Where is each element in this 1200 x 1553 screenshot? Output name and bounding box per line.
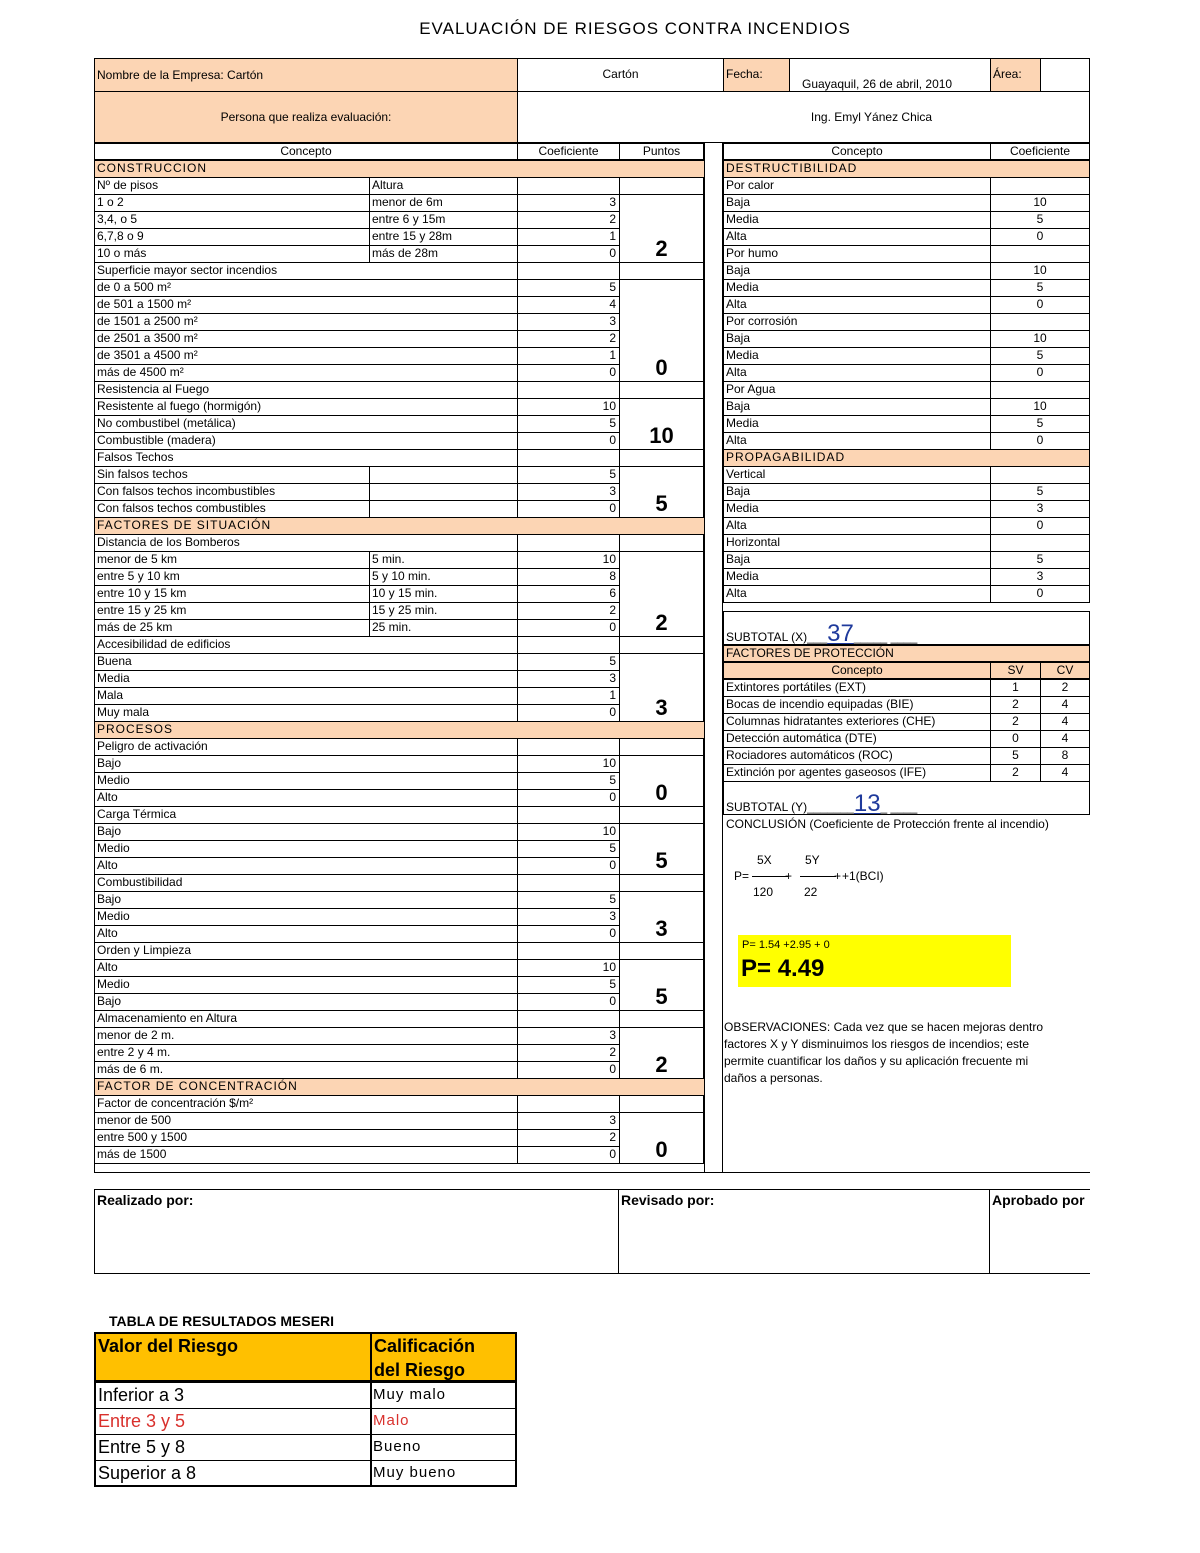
row-label: Sin falsos techos (94, 466, 370, 484)
proteccion-concepto: Bocas de incendio equipadas (BIE) (723, 696, 991, 714)
proteccion-concepto: Columnas hidratantes exteriores (CHE) (723, 713, 991, 731)
subtotal-x: SUBTOTAL (X)___37_____ ____ (723, 611, 1090, 645)
row-coef (517, 1010, 620, 1028)
row-coef: 0 (517, 925, 620, 943)
subtotal-y-label: SUBTOTAL (Y) (726, 800, 808, 814)
row-coef: 3 (517, 1027, 620, 1045)
row-label: Bajo (94, 891, 518, 909)
row-detail (369, 483, 518, 501)
row-coef: 5 (517, 466, 620, 484)
row-label: Mala (94, 687, 518, 705)
puntos-empty (619, 177, 704, 195)
row-label: Alta (723, 296, 991, 314)
section-header: FACTORES DE SITUACIÓN (94, 517, 705, 535)
row-coef (517, 534, 620, 552)
row-coef (517, 1095, 620, 1113)
row-coef: 3 (990, 500, 1090, 518)
proteccion-cv: 4 (1040, 764, 1090, 782)
result-small: P= 1.54 +2.95 + 0 (742, 939, 830, 951)
row-detail: 10 y 15 min. (369, 585, 518, 603)
proteccion-concepto: Detección automática (DTE) (723, 730, 991, 748)
row-detail: más de 28m (369, 245, 518, 263)
row-label: Muy mala (94, 704, 518, 722)
row-coef: 0 (517, 500, 620, 518)
row-coef: 3 (517, 483, 620, 501)
row-coef: 0 (990, 517, 1090, 535)
row-label: Resistente al fuego (hormigón) (94, 398, 518, 416)
row-detail: 5 min. (369, 551, 518, 569)
formula-d1: 120 (753, 885, 774, 899)
subsection-label: Resistencia al Fuego (94, 381, 518, 399)
proteccion-cv: 4 (1040, 696, 1090, 714)
row-coef: 10 (990, 194, 1090, 212)
row-label: Bajo (94, 755, 518, 773)
row-label: Medio (94, 908, 518, 926)
row-label: de 2501 a 3500 m² (94, 330, 518, 348)
meseri-head-a: Valor del Riesgo (94, 1332, 372, 1382)
row-label: Media (94, 670, 518, 688)
row-coef: 0 (517, 704, 620, 722)
row-label: de 501 a 1500 m² (94, 296, 518, 314)
subtotal-y: SUBTOTAL (Y)_______13_ ____ (723, 781, 1090, 815)
meseri-calificacion: Malo (370, 1408, 517, 1435)
row-label: Buena (94, 653, 518, 671)
row-coef: 5 (517, 415, 620, 433)
puntos-empty (619, 738, 704, 756)
persona-value: Ing. Emyl Yánez Chica (517, 91, 1090, 143)
row-coef: 0 (990, 432, 1090, 450)
puntos-empty (619, 534, 704, 552)
left-col-concepto: Concepto (94, 143, 518, 160)
row-label: Alta (723, 228, 991, 246)
row-label: 6,7,8 o 9 (94, 228, 370, 246)
page-title: EVALUACIÓN DE RIESGOS CONTRA INCENDIOS (419, 19, 851, 38)
row-label: Combustible (madera) (94, 432, 518, 450)
puntos-value: 5 (619, 823, 704, 875)
realizado-label: Realizado por: (97, 1193, 194, 1208)
proteccion-cv: 2 (1040, 679, 1090, 697)
subsection-label: Superficie mayor sector incendios (94, 262, 518, 280)
row-detail: entre 15 y 28m (369, 228, 518, 246)
row-label: entre 2 y 4 m. (94, 1044, 518, 1062)
row-label: Con falsos techos incombustibles (94, 483, 370, 501)
row-label: Bajo (94, 823, 518, 841)
empresa-label: Nombre de la Empresa: Cartón (94, 58, 518, 92)
puntos-value: 2 (619, 194, 704, 263)
meseri-valor: Superior a 8 (94, 1460, 372, 1487)
row-coef: 0 (517, 245, 620, 263)
row-label: Medio (94, 840, 518, 858)
prot-head-concepto: Concepto (723, 662, 991, 679)
row-coef: 1 (517, 347, 620, 365)
meseri-valor: Entre 5 y 8 (94, 1434, 372, 1461)
row-coef (517, 177, 620, 195)
row-coef (517, 381, 620, 399)
result-box (738, 935, 1011, 987)
row-coef: 5 (517, 279, 620, 297)
row-label: entre 500 y 1500 (94, 1129, 518, 1147)
puntos-empty (619, 1095, 704, 1113)
puntos-value: 5 (619, 959, 704, 1011)
proteccion-sv: 1 (990, 679, 1041, 697)
row-detail: 15 y 25 min. (369, 602, 518, 620)
row-label: de 3501 a 4500 m² (94, 347, 518, 365)
row-label: más de 1500 (94, 1146, 518, 1164)
proteccion-concepto: Rociadores automáticos (ROC) (723, 747, 991, 765)
right-col-concepto: Concepto (723, 143, 991, 160)
puntos-value: 5 (619, 466, 704, 518)
row-label: Baja (723, 398, 991, 416)
row-label: Medio (94, 772, 518, 790)
row-label: menor de 5 km (94, 551, 370, 569)
row-coef: 3 (517, 908, 620, 926)
row-coef (517, 449, 620, 467)
puntos-value: 0 (619, 1112, 704, 1164)
row-detail: Altura (369, 177, 518, 195)
row-coef (517, 874, 620, 892)
subsection-label: Por calor (723, 177, 991, 195)
row-coef: 3 (517, 313, 620, 331)
row-label: Media (723, 500, 991, 518)
section-header: FACTOR DE CONCENTRACIÓN (94, 1078, 705, 1096)
row-label: entre 5 y 10 km (94, 568, 370, 586)
row-coef: 10 (517, 823, 620, 841)
subsection-label: Factor de concentración $/m² (94, 1095, 518, 1113)
row-label: Medio (94, 976, 518, 994)
row-label: Alta (723, 517, 991, 535)
row-coef: 3 (517, 194, 620, 212)
row-coef: 10 (517, 959, 620, 977)
row-coef: 10 (517, 551, 620, 569)
row-coef (517, 738, 620, 756)
subsection-label: Por corrosión (723, 313, 991, 331)
row-coef (990, 466, 1090, 484)
row-coef (990, 245, 1090, 263)
row-coef: 8 (517, 568, 620, 586)
row-coef: 1 (517, 687, 620, 705)
puntos-value: 2 (619, 551, 704, 637)
subsection-label: Horizontal (723, 534, 991, 552)
puntos-value: 3 (619, 653, 704, 722)
row-coef: 0 (517, 432, 620, 450)
section-header: CONSTRUCCION (94, 160, 705, 178)
puntos-value: 2 (619, 1027, 704, 1079)
puntos-value: 10 (619, 398, 704, 450)
row-label: más de 6 m. (94, 1061, 518, 1079)
row-coef: 0 (990, 296, 1090, 314)
row-coef (517, 806, 620, 824)
row-label: Baja (723, 262, 991, 280)
meseri-calificacion: Bueno (370, 1434, 517, 1461)
row-coef: 0 (990, 585, 1090, 603)
proteccion-title: FACTORES DE PROTECCIÓN (723, 645, 1090, 662)
formula-n2: 5Y (805, 853, 820, 867)
row-label: Media (723, 415, 991, 433)
row-coef: 5 (517, 891, 620, 909)
row-coef: 4 (517, 296, 620, 314)
row-coef: 0 (517, 619, 620, 637)
puntos-empty (619, 806, 704, 824)
formula-d2: 22 (804, 885, 818, 899)
puntos-empty (619, 449, 704, 467)
puntos-value: 3 (619, 891, 704, 943)
row-coef: 0 (517, 364, 620, 382)
empresa-value: Cartón (517, 58, 724, 92)
row-coef: 0 (990, 228, 1090, 246)
subtotal-x-value: 37 (827, 620, 854, 645)
meseri-title: TABLA DE RESULTADOS MESERI (109, 1313, 335, 1329)
row-coef: 3 (990, 568, 1090, 586)
row-label: No combustibel (metálica) (94, 415, 518, 433)
subsection-label: Orden y Limpieza (94, 942, 518, 960)
row-label: Alto (94, 857, 518, 875)
row-coef: 5 (517, 840, 620, 858)
row-coef: 5 (990, 211, 1090, 229)
puntos-empty (619, 636, 704, 654)
observaciones-line: permite cuantificar los daños y su aplicación frecuente mi (724, 1054, 1029, 1068)
conclusion-text: CONCLUSIÓN (Coeficiente de Protección frente al incendio) (726, 817, 1049, 831)
proteccion-concepto: Extintores portátiles (EXT) (723, 679, 991, 697)
row-coef: 2 (517, 330, 620, 348)
area-label: Área: (990, 58, 1041, 92)
row-coef: 6 (517, 585, 620, 603)
proteccion-sv: 5 (990, 747, 1041, 765)
area-value (1040, 58, 1090, 92)
row-coef: 10 (990, 398, 1090, 416)
row-coef: 10 (990, 262, 1090, 280)
meseri-valor: Inferior a 3 (94, 1382, 372, 1409)
subsection-label: Carga Térmica (94, 806, 518, 824)
row-detail (369, 466, 518, 484)
row-detail (369, 500, 518, 518)
proteccion-cv: 4 (1040, 713, 1090, 731)
row-coef: 10 (990, 330, 1090, 348)
row-coef: 0 (517, 1061, 620, 1079)
subsection-label: Por Agua (723, 381, 991, 399)
formula-p: P= (734, 869, 750, 883)
subsection-label: Vertical (723, 466, 991, 484)
meseri-calificacion: Muy malo (370, 1382, 517, 1409)
left-col-puntos: Puntos (619, 143, 704, 160)
row-coef: 10 (517, 755, 620, 773)
meseri-valor: Entre 3 y 5 (94, 1408, 372, 1435)
row-coef: 1 (517, 228, 620, 246)
row-label: Con falsos techos combustibles (94, 500, 370, 518)
row-coef (990, 313, 1090, 331)
row-detail: entre 6 y 15m (369, 211, 518, 229)
prot-head-cv: CV (1040, 662, 1090, 679)
row-coef: 5 (990, 551, 1090, 569)
puntos-value: 0 (619, 755, 704, 807)
puntos-empty (619, 874, 704, 892)
row-coef: 2 (517, 211, 620, 229)
row-label: de 0 a 500 m² (94, 279, 518, 297)
row-label: Media (723, 347, 991, 365)
row-coef: 3 (517, 670, 620, 688)
row-coef: 0 (517, 789, 620, 807)
row-label: Baja (723, 194, 991, 212)
observaciones-line: daños a personas. (724, 1071, 823, 1085)
subsection-label: Por humo (723, 245, 991, 263)
row-label: más de 4500 m² (94, 364, 518, 382)
result-big: P= 4.49 (741, 955, 825, 982)
row-label: Alto (94, 789, 518, 807)
row-coef (990, 381, 1090, 399)
puntos-empty (619, 262, 704, 280)
row-coef (517, 262, 620, 280)
row-coef: 5 (517, 772, 620, 790)
row-label: Alto (94, 925, 518, 943)
subtotal-x-label: SUBTOTAL (X) (726, 630, 808, 644)
proteccion-concepto: Extinción por agentes gaseosos (IFE) (723, 764, 991, 782)
row-coef: 5 (990, 279, 1090, 297)
subsection-label: Distancia de los Bomberos (94, 534, 518, 552)
row-coef (990, 177, 1090, 195)
row-label: más de 25 km (94, 619, 370, 637)
subsection-label: Falsos Techos (94, 449, 518, 467)
row-label: Alta (723, 585, 991, 603)
row-detail: 5 y 10 min. (369, 568, 518, 586)
puntos-empty (619, 1010, 704, 1028)
fecha-value: Guayaquil, 26 de abril, 2010 (789, 58, 991, 92)
row-coef: 5 (990, 415, 1090, 433)
row-label: menor de 2 m. (94, 1027, 518, 1045)
meseri-head-b (370, 1332, 517, 1382)
proteccion-cv: 8 (1040, 747, 1090, 765)
row-coef: 2 (517, 602, 620, 620)
subsection-label: Almacenamiento en Altura (94, 1010, 518, 1028)
row-label: Media (723, 211, 991, 229)
row-label: Media (723, 279, 991, 297)
row-label: Baja (723, 330, 991, 348)
row-label: 3,4, o 5 (94, 211, 370, 229)
formula-n1: 5X (757, 853, 772, 867)
row-coef: 0 (517, 857, 620, 875)
section-header: PROCESOS (94, 721, 705, 739)
row-detail: menor de 6m (369, 194, 518, 212)
puntos-value: 0 (619, 279, 704, 382)
proteccion-sv: 2 (990, 696, 1041, 714)
observaciones (724, 1019, 1090, 1087)
fecha-label: Fecha: (723, 58, 790, 92)
right-col-coef: Coeficiente (990, 143, 1090, 160)
row-detail: 25 min. (369, 619, 518, 637)
proteccion-sv: 2 (990, 713, 1041, 731)
row-coef: 0 (990, 364, 1090, 382)
row-coef (517, 942, 620, 960)
row-label: 10 o más (94, 245, 370, 263)
row-label: Alta (723, 364, 991, 382)
formula-tail: +1(BCI) (842, 869, 884, 883)
row-label: 1 o 2 (94, 194, 370, 212)
row-coef: 10 (517, 398, 620, 416)
row-coef: 2 (517, 1044, 620, 1062)
meseri-head-b2: del Riesgo (374, 1360, 466, 1380)
meseri-calificacion: Muy bueno (370, 1460, 517, 1487)
subtotal-y-value: 13 (853, 790, 881, 815)
proteccion-sv: 0 (990, 730, 1041, 748)
row-label: entre 10 y 15 km (94, 585, 370, 603)
observaciones-line: factores X y Y disminuimos los riesgos de incendios; este (724, 1037, 1030, 1051)
row-coef: 2 (517, 1129, 620, 1147)
row-label: Alto (94, 959, 518, 977)
row-coef: 5 (517, 976, 620, 994)
observaciones-line: OBSERVACIONES: Cada vez que se hacen mejoras dentro (724, 1020, 1044, 1034)
puntos-empty (619, 381, 704, 399)
row-label: Media (723, 568, 991, 586)
proteccion-cv: 4 (1040, 730, 1090, 748)
row-coef: 0 (517, 993, 620, 1011)
persona-label: Persona que realiza evaluación: (94, 91, 518, 143)
subsection-label: Accesibilidad de edificios (94, 636, 518, 654)
subsection-label: Nº de pisos (94, 177, 370, 195)
row-coef: 3 (517, 1112, 620, 1130)
row-label: de 1501 a 2500 m² (94, 313, 518, 331)
subsection-label: Combustibilidad (94, 874, 518, 892)
subsection-label: Peligro de activación (94, 738, 518, 756)
row-label: entre 15 y 25 km (94, 602, 370, 620)
puntos-empty (619, 942, 704, 960)
aprobado-label: Aprobado por (992, 1193, 1085, 1208)
row-label: menor de 500 (94, 1112, 518, 1130)
row-coef (517, 636, 620, 654)
left-col-coef: Coeficiente (517, 143, 620, 160)
meseri-head-b1: Calificación (374, 1336, 476, 1356)
prot-head-sv: SV (990, 662, 1041, 679)
row-coef: 0 (517, 1146, 620, 1164)
row-label: Bajo (94, 993, 518, 1011)
revisado-label: Revisado por: (621, 1193, 715, 1208)
proteccion-sv: 2 (990, 764, 1041, 782)
section-header: DESTRUCTIBILIDAD (723, 160, 1090, 178)
row-label: Baja (723, 551, 991, 569)
row-label: Alta (723, 432, 991, 450)
row-coef: 5 (990, 347, 1090, 365)
row-coef: 5 (990, 483, 1090, 501)
row-coef (990, 534, 1090, 552)
row-coef: 5 (517, 653, 620, 671)
row-label: Baja (723, 483, 991, 501)
section-header: PROPAGABILIDAD (723, 449, 1090, 467)
